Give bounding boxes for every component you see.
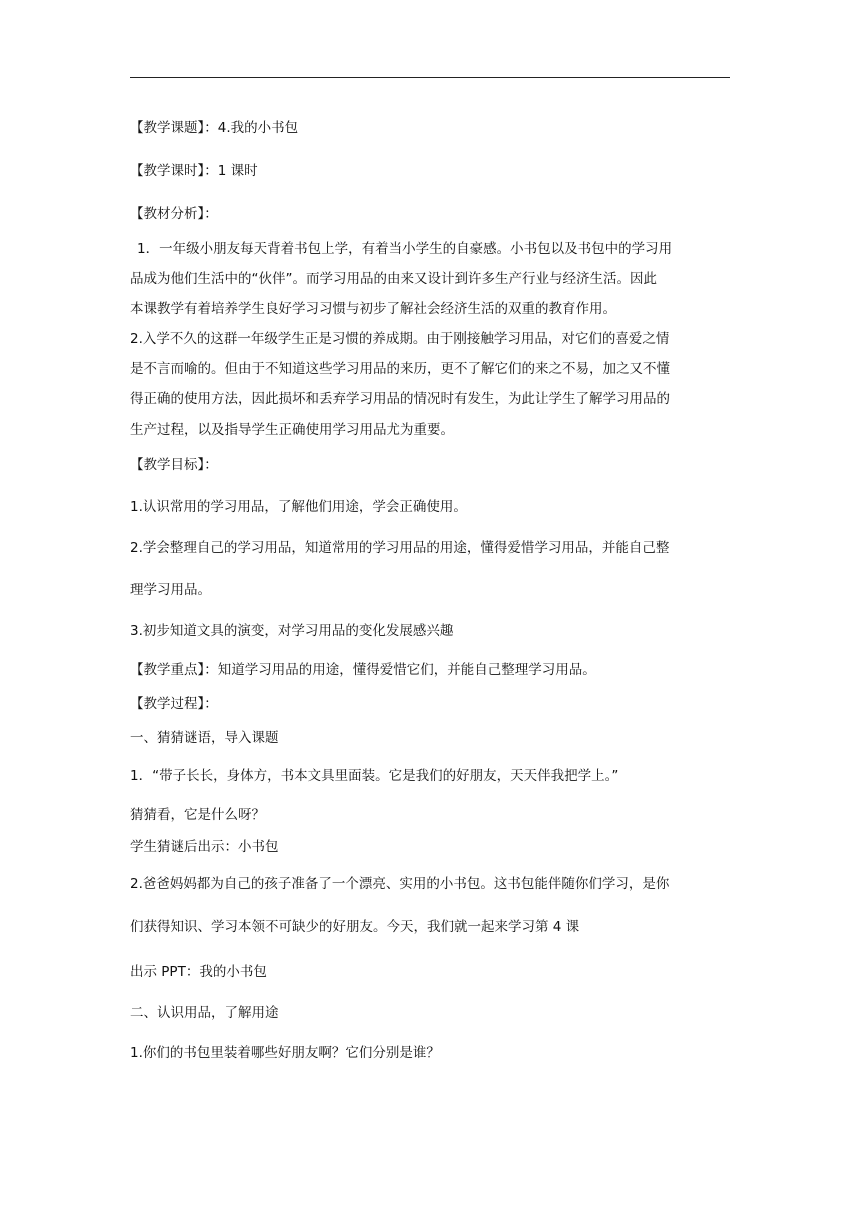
process-line: 猜猜看，它是什么呀？ [130,807,265,823]
analysis-line: 是不言而喻的。但由于不知道这些学习用品的来历，更不了解它们的来之不易，加之又不懂 [130,361,670,377]
topic-line [130,119,735,137]
hours-label: 【教学课时】： [130,163,218,179]
focus-value: 知道学习用品的用途，懂得爱惜它们，并能自己整理学习用品。 [217,662,596,678]
header-rule [130,77,730,78]
process-line: 1．“带子长长，身体方，书本文具里面装。它是我们的好朋友，天天伴我把学上。” [130,768,619,784]
process-line: 出示 PPT：我的小书包 [130,964,267,980]
goals-heading: 【教学目标】： [130,457,218,473]
goal-line: 3.初步知道文具的演变，对学习用品的变化发展感兴趣 [130,623,454,639]
process-line: 2.爸爸妈妈都为自己的孩子准备了一个漂亮、实用的小书包。这书包能伴随你们学习，是你 [130,876,670,892]
process-line: 1.你们的书包里装着哪些好朋友啊？它们分别是谁？ [130,1045,440,1061]
process-line: 们获得知识、学习本领不可缺少的好朋友。今天，我们就一起来学习第 4 课 [130,919,580,935]
analysis-line: 1．一年级小朋友每天背着书包上学，有着当小学生的自豪感。小书包以及书包中的学习用 [137,241,673,257]
focus-line [130,661,735,679]
analysis-line: 生产过程，以及指导学生正确使用学习用品尤为重要。 [130,422,454,438]
goal-line: 2.学会整理自己的学习用品，知道常用的学习用品的用途，懂得爱惜学习用品，并能自己整 [130,540,670,556]
analysis-line: 本课教学有着培养学生良好学习习惯与初步了解社会经济生活的双重的教育作用。 [130,301,616,317]
process-line: 学生猜谜后出示：小书包 [130,839,279,855]
analysis-heading: 【教材分析】： [130,206,218,222]
goal-line: 理学习用品。 [130,582,211,598]
process-line: 二、认识用品，了解用途 [130,1005,279,1021]
focus-label: 【教学重点】： [130,662,218,678]
hours-line [130,162,735,180]
hours-value: 1 课时 [217,163,258,179]
process-line: 一、猜猜谜语，导入课题 [130,730,279,746]
topic-label: 【教学课题】： [130,120,218,136]
analysis-line: 品成为他们生活中的“伙伴”。而学习用品的由来又设计到许多生产行业与经济生活。因此 [130,271,657,287]
process-heading: 【教学过程】： [130,696,218,712]
analysis-line: 得正确的使用方法，因此损坏和丢弃学习用品的情况时有发生，为此让学生了解学习用品的 [130,391,670,407]
analysis-line: 2.入学不久的这群一年级学生正是习惯的养成期。由于刚接触学习用品，对它们的喜爱之情 [130,331,670,347]
topic-value: 4.我的小书包 [217,120,299,136]
goal-line: 1.认识常用的学习用品，了解他们用途，学会正确使用。 [130,499,467,515]
